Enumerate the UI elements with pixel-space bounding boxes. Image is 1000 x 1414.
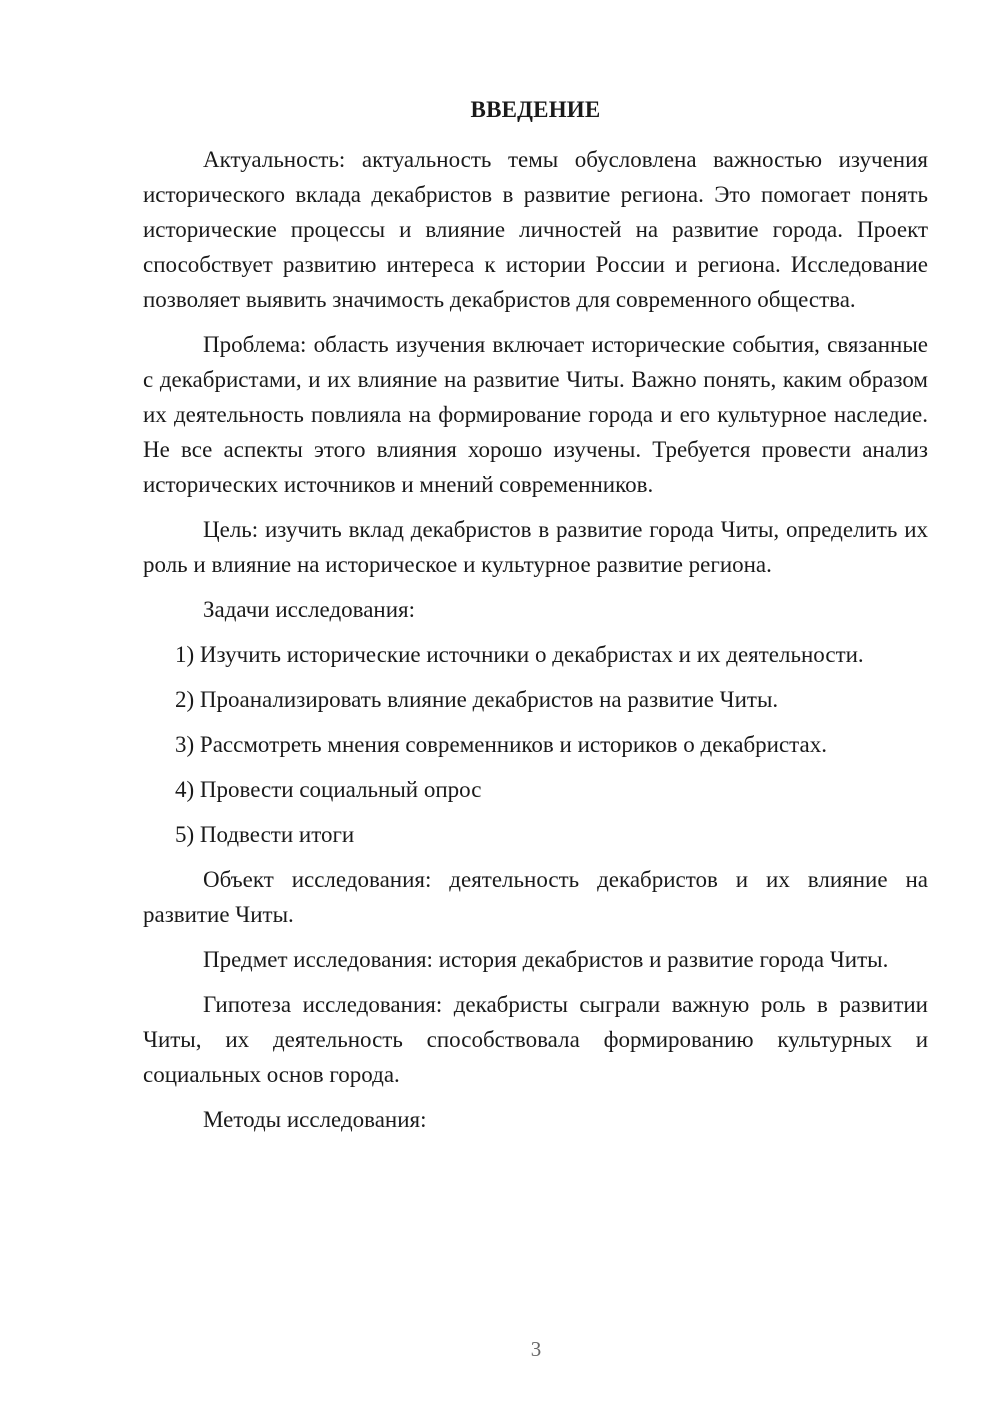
- methods-heading: Методы исследования:: [203, 1107, 427, 1132]
- object-paragraph: Объект исследования: деятельность декабристов и их влияние на развитие Читы.: [143, 867, 928, 927]
- problem-paragraph: Проблема: область изучения включает исторические события, связанные с декабристами, и их влияние на развитие Читы. Важно понять, каким образом их деятельность повлияла на формирование города и его культурное наследие. Не все аспекты этого влияния хорошо изучены. Требуется провести анализ исторических источников и мнений современников.: [143, 332, 928, 497]
- list-item: 5) Подвести итоги: [175, 822, 355, 847]
- section-title: ВВЕДЕНИЕ: [470, 97, 601, 122]
- relevance-paragraph: Актуальность: актуальность темы обусловлена важностью изучения исторического вклада декабристов в развитие региона. Это помогает понять исторические процессы и влияние личностей на развитие города. Проект способствует развитию интереса к истории России и региона. Исследование позволяет выявить значимость декабристов для современного общества.: [143, 147, 928, 312]
- list-item: 4) Провести социальный опрос: [175, 777, 482, 802]
- goal-paragraph: Цель: изучить вклад декабристов в развитие города Читы, определить их роль и влияние на историческое и культурное развитие региона.: [143, 517, 928, 577]
- list-item: 1) Изучить исторические источники о декабристах и их деятельности.: [175, 642, 864, 667]
- tasks-list: [143, 637, 928, 852]
- tasks-heading: Задачи исследования:: [203, 597, 416, 622]
- page-number: 3: [530, 1337, 542, 1361]
- list-item: 2) Проанализировать влияние декабристов на развитие Читы.: [175, 687, 779, 712]
- list-item: 3) Рассмотреть мнения современников и историков о декабристах.: [175, 732, 827, 757]
- subject-paragraph: Предмет исследования: история декабристов и развитие города Читы.: [203, 947, 889, 972]
- page-content: [143, 92, 928, 1147]
- hypothesis-paragraph: Гипотеза исследования: декабристы сыграли важную роль в развитии Читы, их деятельность способствовала формированию культурных и социальных основ города.: [143, 992, 928, 1087]
